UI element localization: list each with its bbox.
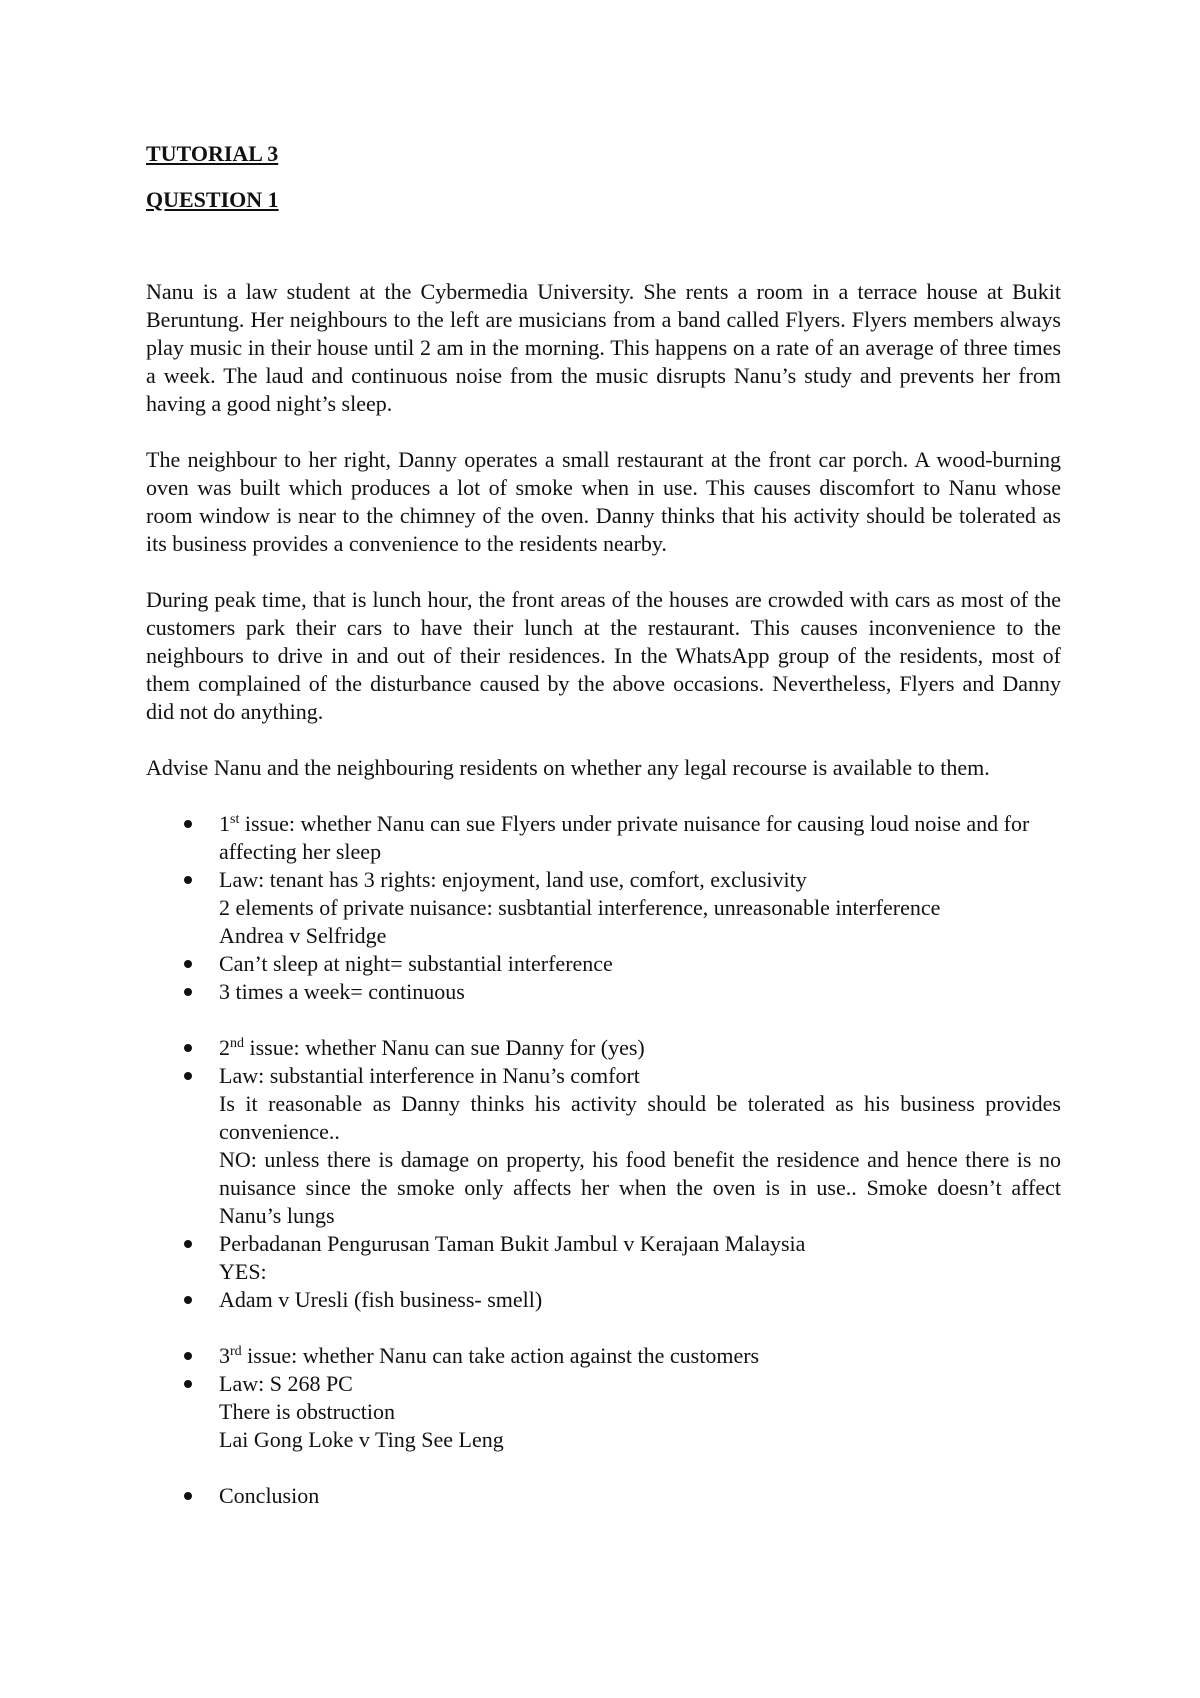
issue-2-case-1-name: Perbadanan Pengurusan Taman Bukit Jambul v Kerajaan Malaysia [219,1231,806,1256]
conclusion-list [146,1482,1061,1510]
issue-1-point-2: 3 times a week= continuous [146,978,1061,1006]
conclusion-item: Conclusion [146,1482,1061,1510]
issue-1-ordinal-suffix: st [230,812,240,827]
issue-2-ordinal-suffix: nd [230,1036,244,1051]
issue-1-list [146,810,1061,1006]
issue-1-statement [146,810,1061,866]
issue-3-statement [146,1342,1061,1370]
issue-2-law [146,1062,1061,1230]
issue-3-text: issue: whether Nanu can take action against the customers [241,1343,760,1368]
issue-3-ordinal: 3 [219,1343,230,1368]
issue-1-law [146,866,1061,950]
issue-1-ordinal: 1 [219,811,230,836]
issue-3-list [146,1342,1061,1454]
issue-2-text: issue: whether Nanu can sue Danny for (yes) [244,1035,645,1060]
issue-2-law-line-3: NO: unless there is damage on property, his food benefit the residence and hence there is no nuisance since the smoke only affects her when the oven is in use.. Smoke doesn’t affect Nanu’s lungs [219,1147,1061,1228]
issue-3-law [146,1370,1061,1454]
issue-2-case-2: Adam v Uresli (fish business- smell) [146,1286,1061,1314]
issue-2-law-line-1: Law: substantial interference in Nanu’s comfort [219,1063,640,1088]
paragraph-danny-restaurant: The neighbour to her right, Danny operates a small restaurant at the front car porch. A wood-burning oven was built which produces a lot of smoke when in use. This causes discomfort to Nanu whose room window is near to the chimney of the oven. Danny thinks that his activity should be tolerated as its business provides a convenience to the residents nearby. [146,447,1061,556]
issue-2-statement [146,1034,1061,1062]
issue-2-case-1 [146,1230,1061,1286]
question-label: QUESTION 1 [146,187,279,212]
issue-2-case-1-note: YES: [219,1259,267,1284]
issue-3-ordinal-suffix: rd [230,1344,242,1359]
issue-2-law-line-2: Is it reasonable as Danny thinks his activity should be tolerated as his business provides convenience.. [219,1091,1061,1144]
paragraph-advise-question: Advise Nanu and the neighbouring residents on whether any legal recourse is available to them. [146,755,990,780]
issue-3-law-line-2: There is obstruction [219,1399,395,1424]
tutorial-title: TUTORIAL 3 [146,141,279,166]
issue-1-law-line-2: 2 elements of private nuisance: susbtantial interference, unreasonable interference [219,895,941,920]
issue-1-law-line-3: Andrea v Selfridge [219,923,387,948]
issue-1-point-1: Can’t sleep at night= substantial interference [146,950,1061,978]
paragraph-peak-time-parking: During peak time, that is lunch hour, the front areas of the houses are crowded with cars as most of the customers park their cars to have their lunch at the restaurant. This causes inconvenience to the neighbours to drive in and out of their residences. In the WhatsApp group of the residents, most of them complained of the disturbance caused by the above occasions. Nevertheless, Flyers and Danny did not do anything. [146,587,1061,724]
document-page [146,140,1061,1510]
issue-2-list [146,1034,1061,1314]
issue-2-ordinal: 2 [219,1035,230,1060]
issue-1-law-line-1: Law: tenant has 3 rights: enjoyment, land use, comfort, exclusivity [219,867,807,892]
issue-3-law-line-3: Lai Gong Loke v Ting See Leng [219,1427,504,1452]
issue-1-text: issue: whether Nanu can sue Flyers under private nuisance for causing loud noise and for affecting her sleep [219,811,1030,864]
paragraph-nanu-background: Nanu is a law student at the Cybermedia University. She rents a room in a terrace house at Bukit Beruntung. Her neighbours to the left are musicians from a band called Flyers. Flyers members always play music in their house until 2 am in the morning. This happens on a rate of an average of three times a week. The laud and continuous noise from the music disrupts Nanu’s study and prevents her from having a good night’s sleep. [146,279,1061,416]
issue-3-law-line-1: Law: S 268 PC [219,1371,353,1396]
